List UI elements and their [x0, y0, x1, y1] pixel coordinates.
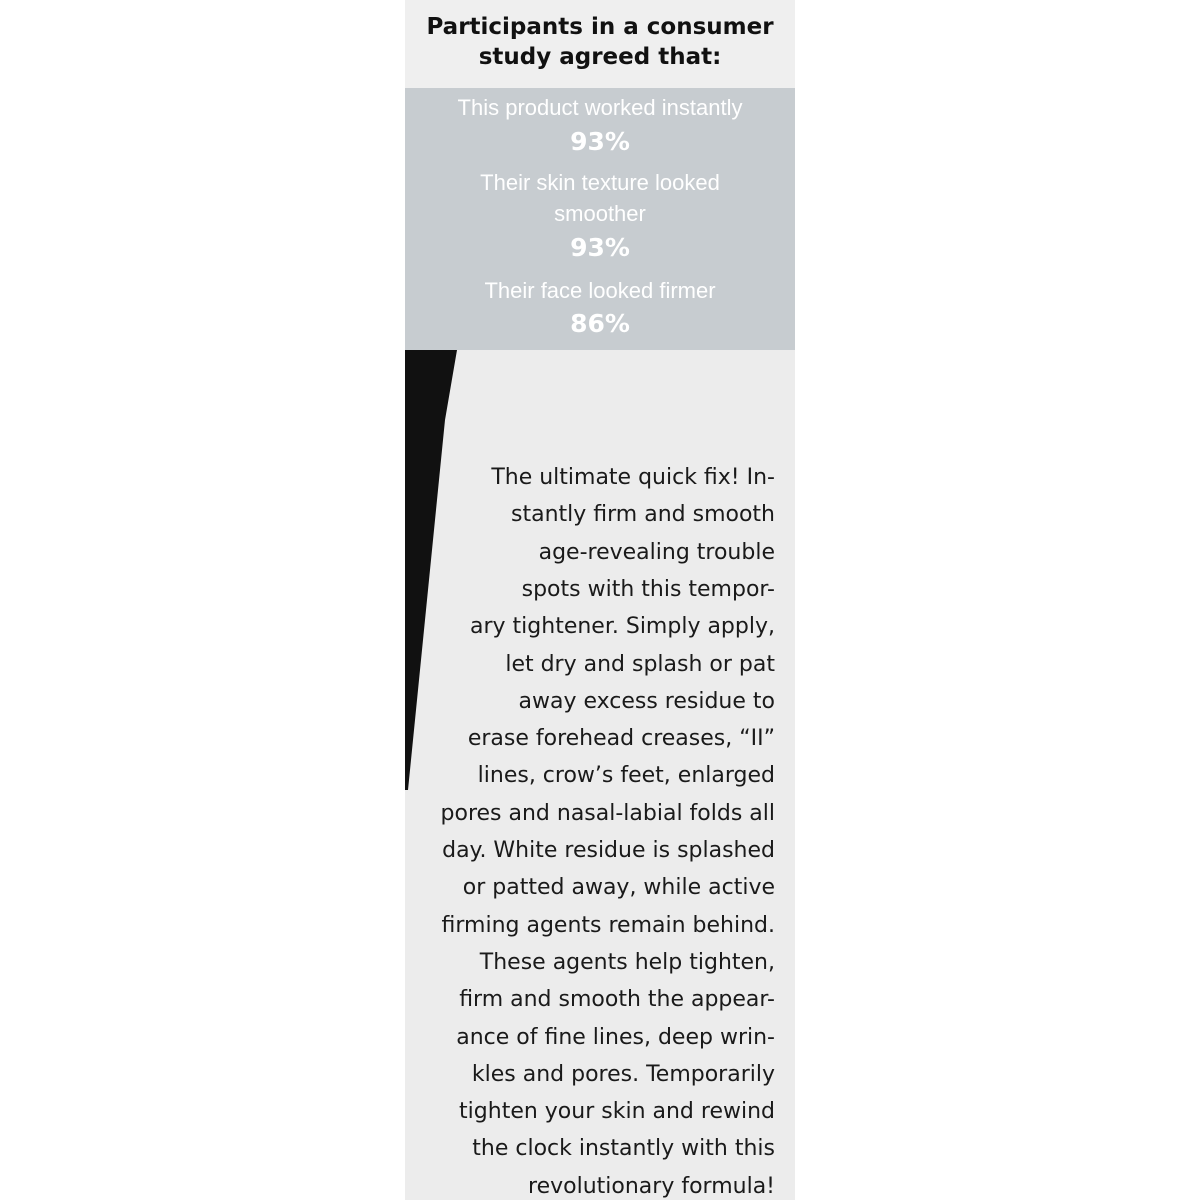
product-description	[405, 350, 795, 1200]
stat-value: 93%	[570, 127, 630, 156]
stat-label: Their skin texture looked	[480, 170, 720, 195]
description-line: erase forehead creases, “II”	[467, 726, 775, 751]
description-line: spots with this tempor-	[521, 577, 775, 602]
study-results-band	[405, 88, 795, 350]
description-line: ary tightener. Simply apply,	[470, 614, 775, 639]
stat-label: Their face looked firmer	[484, 278, 716, 303]
description-line: ance of fine lines, deep wrin-	[456, 1025, 775, 1050]
description-line: the clock instantly with this	[472, 1136, 775, 1161]
description-line: or patted away, while active	[462, 875, 775, 900]
study-headline-line-1: Participants in a consumer	[426, 14, 774, 40]
description-line: These agents help tighten,	[479, 950, 775, 975]
stat-label: This product worked instantly	[457, 95, 743, 120]
study-headline	[405, 12, 795, 72]
study-headline-line-2: study agreed that:	[478, 44, 722, 70]
description-line: revolutionary formula!	[528, 1174, 775, 1199]
product-box-panel	[405, 0, 795, 1200]
description-section	[405, 350, 795, 1200]
stat-value: 86%	[570, 309, 630, 338]
study-header	[405, 0, 795, 88]
stat-value: 93%	[570, 233, 630, 262]
description-line: stantly firm and smooth	[511, 502, 775, 527]
description-line: kles and pores. Temporarily	[471, 1062, 775, 1087]
description-line: firming agents remain behind.	[441, 913, 775, 938]
description-line: away excess residue to	[518, 689, 775, 714]
description-line: pores and nasal-labial folds all	[440, 801, 775, 826]
description-line: let dry and splash or pat	[505, 652, 775, 677]
description-line: firm and smooth the appear-	[459, 987, 775, 1012]
description-line: day. White residue is splashed	[442, 838, 775, 863]
description-line: tighten your skin and rewind	[459, 1099, 775, 1124]
description-line: lines, crow’s feet, enlarged	[477, 763, 775, 788]
description-line: age-revealing trouble	[538, 540, 775, 565]
stat-label: smoother	[554, 201, 646, 226]
description-line: The ultimate quick fix! In-	[491, 465, 775, 490]
